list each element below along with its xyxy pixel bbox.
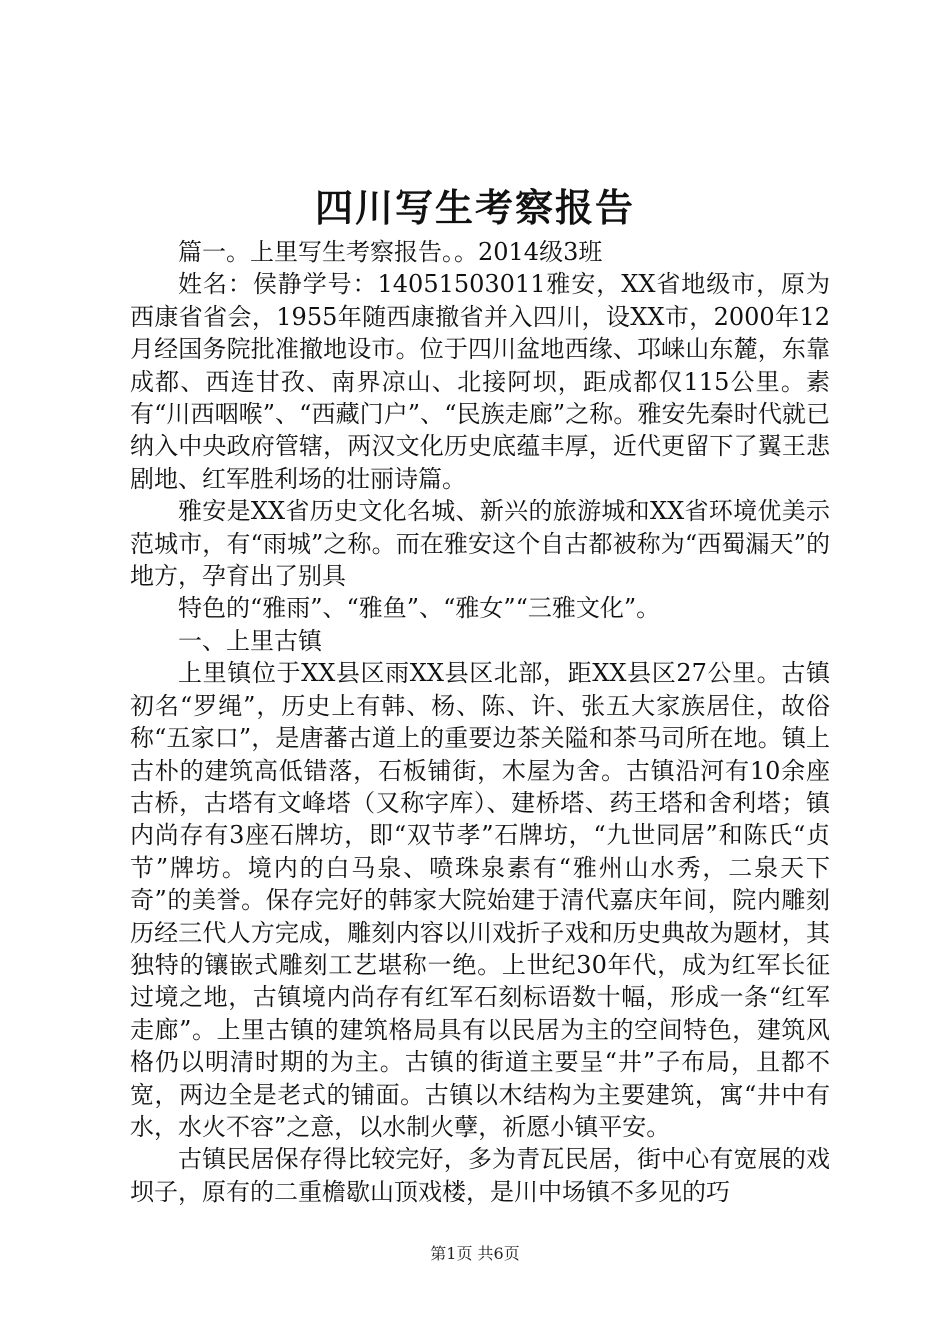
paragraph-three-ya: 特色的“雅雨”、“雅鱼”、“雅女”“三雅文化”。 bbox=[178, 594, 661, 623]
paragraph-ya-an: 雅安是XX省历史文化名城、新兴的旅游城和XX省环境优美示范城市，有“雨城”之称。而在雅安这个自古都被称为“西蜀漏天”的地方，孕育出了别具 bbox=[130, 497, 830, 591]
document-body bbox=[130, 236, 830, 1208]
paragraph-residences: 古镇民居保存得比较完好，多为青瓦民居，街中心有宽展的戏坝子，原有的二重檐歇山顶戏楼，是川中场镇不多见的巧 bbox=[130, 1145, 830, 1206]
page-footer: 第1页 共6页 bbox=[430, 1244, 520, 1263]
document-title: 四川写生考察报告 bbox=[314, 185, 635, 230]
section-heading-shangli: 一、上里古镇 bbox=[178, 626, 322, 655]
paragraph-intro: 姓名：侯静学号：14051503011雅安，XX省地级市，原为西康省省会，1955年随西康撤省并入四川，设XX市，2000年12月经国务院批准撤地设市。位于四川盆地西缘、邛崃山东麓，东靠成都、西连甘孜、南界凉山、北接阿坝，距成都仅115公里。素有“川西咽喉”、“西藏门户”、“民族走廊”之称。雅安先秦时代就已纳入中央政府管辖，两汉文化历史底蕴丰厚，近代更留下了翼王悲剧地、红军胜利场的壮丽诗篇。 bbox=[130, 270, 830, 493]
paragraph-shangli-town: 上里镇位于XX县区雨XX县区北部，距XX县区27公里。古镇初名“罗绳”，历史上有韩、杨、陈、许、张五大家族居住，故俗称“五家口”，是唐蕃古道上的重要边茶关隘和茶马司所在地。镇上古朴的建筑高低错落，石板铺街，木屋为舍。古镇沿河有10余座古桥，古塔有文峰塔（又称字库）、建桥塔、药王塔和舍利塔；镇内尚存有3座石牌坊，即“双节孝”石牌坊，“九世同居”和陈氏“贞节”牌坊。境内的白马泉、喷珠泉素有“雅州山水秀，二泉天下奇”的美誉。保存完好的韩家大院始建于清代嘉庆年间，院内雕刻历经三代人方完成，雕刻内容以川戏折子戏和历史典故为题材，其独特的镶嵌式雕刻工艺堪称一绝。上世纪30年代，成为红军长征过境之地，古镇境内尚存有红军石刻标语数十幅，形成一条“红军走廊”。上里古镇的建筑格局具有以民居为主的空间特色，建筑风格仍以明清时期的为主。古镇的街道主要呈“井”子布局，且都不宽，两边全是老式的铺面。古镇以木结构为主要建筑，寓“井中有水，水火不容”之意，以水制火孽，祈愿小镇平安。 bbox=[130, 659, 830, 1141]
paragraph-heading-line: 篇一。上里写生考察报告。。2014级3班 bbox=[178, 238, 603, 266]
